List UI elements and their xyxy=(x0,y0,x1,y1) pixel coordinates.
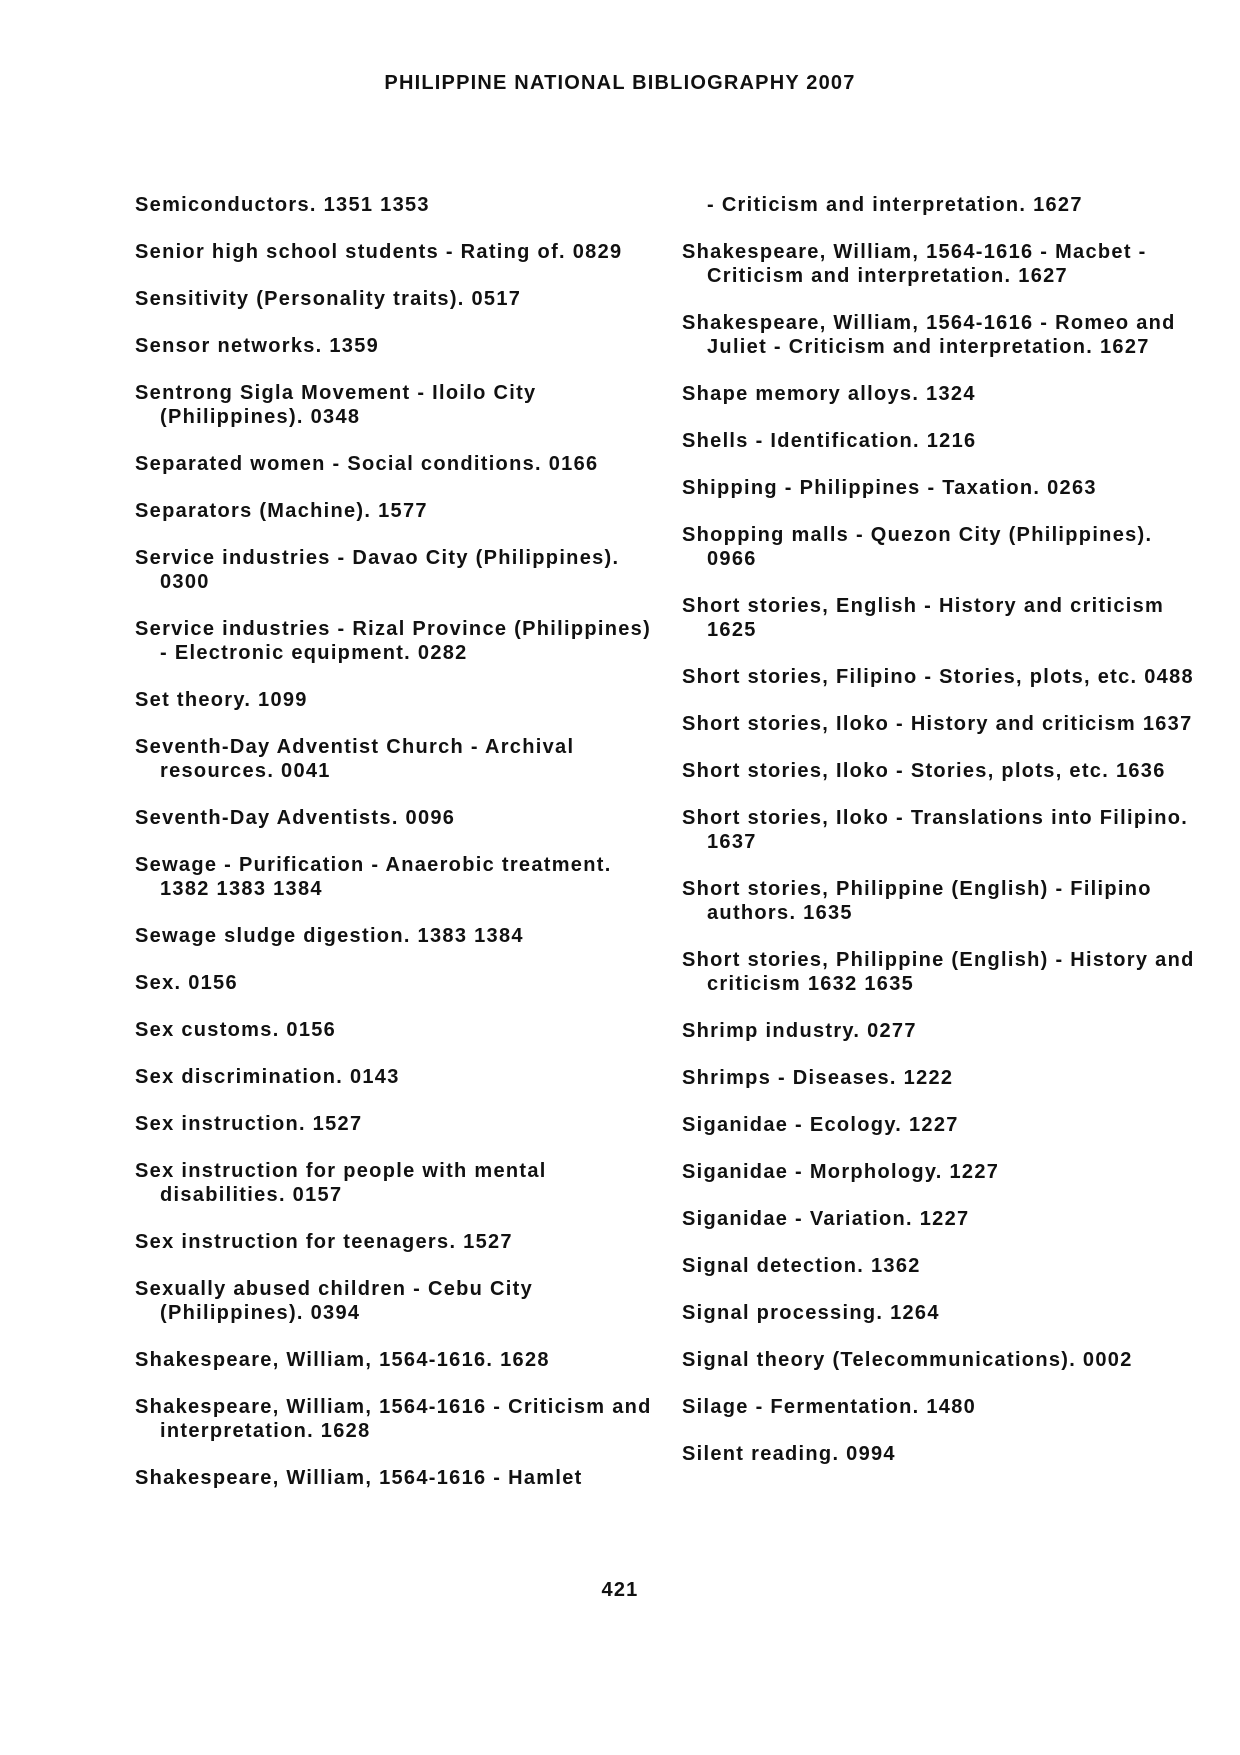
index-entry: Siganidae - Variation. 1227 xyxy=(682,1208,970,1230)
index-entry: Sex customs. 0156 xyxy=(135,1019,337,1041)
index-entry: Semiconductors. 1351 1353 xyxy=(135,194,430,216)
index-entry: Sex discrimination. 0143 xyxy=(135,1066,400,1088)
index-entry: Short stories, Philippine (English) - Filipino authors. 1635 xyxy=(682,878,1152,924)
index-entry: Short stories, Iloko - Stories, plots, etc. 1636 xyxy=(682,760,1166,782)
index-entry: Short stories, Filipino - Stories, plots, etc. 0488 xyxy=(682,666,1194,688)
index-column-right xyxy=(682,193,1202,1489)
index-entry: Set theory. 1099 xyxy=(135,689,308,711)
index-entry: Short stories, Philippine (English) - History and criticism 1632 1635 xyxy=(682,949,1195,995)
index-entry: Short stories, Iloko - Translations into Filipino. 1637 xyxy=(682,807,1189,853)
index-entry: Service industries - Rizal Province (Philippines) - Electronic equipment. 0282 xyxy=(135,618,652,664)
index-entry: Silent reading. 0994 xyxy=(682,1443,896,1465)
index-entry: Shipping - Philippines - Taxation. 0263 xyxy=(682,477,1097,499)
index-entry: Siganidae - Ecology. 1227 xyxy=(682,1114,959,1136)
index-entry: Service industries - Davao City (Philippines). 0300 xyxy=(135,547,620,593)
index-entry: Signal theory (Telecommunications). 0002 xyxy=(682,1349,1133,1371)
index-entry: Shells - Identification. 1216 xyxy=(682,430,977,452)
index-column-left xyxy=(135,193,655,1513)
index-entry: Siganidae - Morphology. 1227 xyxy=(682,1161,1000,1183)
index-entry: Silage - Fermentation. 1480 xyxy=(682,1396,977,1418)
index-entry: Signal processing. 1264 xyxy=(682,1302,940,1324)
index-entry: Short stories, English - History and criticism 1625 xyxy=(682,595,1165,641)
index-entry: Shakespeare, William, 1564-1616 - Hamlet xyxy=(135,1467,583,1489)
index-entry: Shakespeare, William, 1564-1616 - Romeo and Juliet - Criticism and interpretation. 1627 xyxy=(682,312,1176,358)
index-entry: Shrimps - Diseases. 1222 xyxy=(682,1067,954,1089)
index-entry: Shopping malls - Quezon City (Philippines). 0966 xyxy=(682,524,1153,570)
index-entry: Sex instruction for people with mental disabilities. 0157 xyxy=(135,1160,547,1206)
index-entry: Sexually abused children - Cebu City (Philippines). 0394 xyxy=(135,1278,534,1324)
index-entry: Shakespeare, William, 1564-1616 - Criticism and interpretation. 1628 xyxy=(135,1396,652,1442)
index-entry: Sewage sludge digestion. 1383 1384 xyxy=(135,925,524,947)
index-entry: Sentrong Sigla Movement - Iloilo City (Philippines). 0348 xyxy=(135,382,537,428)
index-entry: Senior high school students - Rating of. 0829 xyxy=(135,241,623,263)
index-entry: Separated women - Social conditions. 0166 xyxy=(135,453,599,475)
index-entry: Shrimp industry. 0277 xyxy=(682,1020,917,1042)
index-entry: Shape memory alloys. 1324 xyxy=(682,383,976,405)
page-number: 421 xyxy=(601,1579,639,1601)
index-entry: Sewage - Purification - Anaerobic treatment. 1382 1383 1384 xyxy=(135,854,612,900)
index-entry: Separators (Machine). 1577 xyxy=(135,500,428,522)
index-entry: Seventh-Day Adventist Church - Archival resources. 0041 xyxy=(135,736,575,782)
index-entry: Sensor networks. 1359 xyxy=(135,335,380,357)
page-title: PHILIPPINE NATIONAL BIBLIOGRAPHY 2007 xyxy=(384,72,856,94)
index-entry: Sensitivity (Personality traits). 0517 xyxy=(135,288,522,310)
index-entry: Sex instruction for teenagers. 1527 xyxy=(135,1231,513,1253)
index-entry: Sex. 0156 xyxy=(135,972,238,994)
index-entry: Sex instruction. 1527 xyxy=(135,1113,363,1135)
index-entry: Seventh-Day Adventists. 0096 xyxy=(135,807,456,829)
index-entry: Shakespeare, William, 1564-1616 - Macbet - Criticism and interpretation. 1627 xyxy=(682,241,1147,287)
index-entry: Signal detection. 1362 xyxy=(682,1255,921,1277)
index-entry-continuation: - Criticism and interpretation. 1627 xyxy=(707,194,1083,216)
index-entry: Shakespeare, William, 1564-1616. 1628 xyxy=(135,1349,550,1371)
index-entry: Short stories, Iloko - History and criticism 1637 xyxy=(682,713,1193,735)
